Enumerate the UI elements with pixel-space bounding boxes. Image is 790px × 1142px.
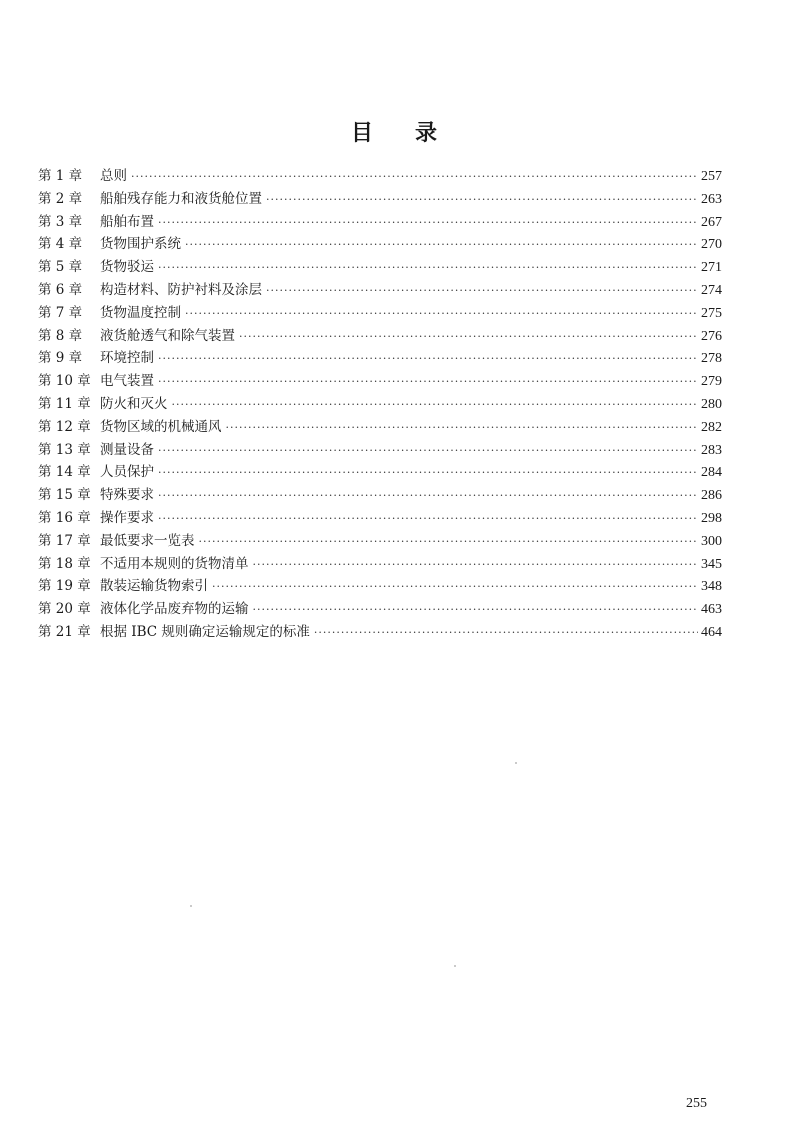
toc-entry xyxy=(38,416,722,439)
toc-chapter-title: 环境控制 xyxy=(100,350,154,367)
toc-entry xyxy=(38,233,722,256)
toc-page-number: 282 xyxy=(701,419,722,435)
toc-chapter-number: 第 16 章 xyxy=(38,509,91,526)
toc-page-number: 267 xyxy=(701,214,722,230)
toc-entry xyxy=(38,393,722,416)
toc-chapter-number: 第 11 章 xyxy=(38,395,91,412)
toc-entry xyxy=(38,211,722,234)
toc-entry xyxy=(38,461,722,484)
toc-leader-dots xyxy=(131,166,698,189)
toc-chapter-number: 第 17 章 xyxy=(38,532,91,549)
toc-chapter-number: 第 12 章 xyxy=(38,418,91,435)
toc-chapter-title: 最低要求一览表 xyxy=(100,532,195,549)
toc-chapter-number: 第 19 章 xyxy=(38,578,91,595)
title-char-1: 目 xyxy=(350,120,375,146)
toc-chapter-number: 第 10 章 xyxy=(38,373,91,390)
toc-leader-dots xyxy=(158,348,698,371)
toc-chapter-title: 构造材料、防护衬料及涂层 xyxy=(100,281,262,298)
toc-entry xyxy=(38,484,722,507)
toc-chapter-number: 第 14 章 xyxy=(38,464,91,481)
toc-leader-dots xyxy=(158,462,698,485)
toc-page-number: 286 xyxy=(701,488,722,504)
page-number: 255 xyxy=(686,1096,707,1111)
toc-leader-dots xyxy=(158,371,698,394)
toc-entry xyxy=(38,439,722,462)
toc-page-number: 274 xyxy=(701,282,722,298)
toc-chapter-title: 船舶残存能力和液货舱位置 xyxy=(100,190,262,207)
toc-page-number: 463 xyxy=(701,602,722,618)
toc-entry xyxy=(38,279,722,302)
toc-page-number: 263 xyxy=(701,191,722,207)
toc-chapter-title: 船舶布置 xyxy=(100,213,154,230)
toc-leader-dots xyxy=(199,531,699,554)
toc-chapter-title: 人员保护 xyxy=(100,464,154,481)
toc-chapter-title: 散装运输货物索引 xyxy=(100,578,208,595)
toc-entry xyxy=(38,302,722,325)
toc-chapter-number: 第 7 章 xyxy=(38,304,83,321)
toc-chapter-number: 第 6 章 xyxy=(38,281,83,298)
toc-chapter-number: 第 8 章 xyxy=(38,327,83,344)
toc-leader-dots xyxy=(314,622,698,645)
toc-page-number: 279 xyxy=(701,374,722,390)
toc-chapter-number: 第 3 章 xyxy=(38,213,83,230)
toc-chapter-title: 测量设备 xyxy=(100,441,154,458)
toc-leader-dots xyxy=(158,508,698,531)
scan-speck xyxy=(454,965,456,967)
toc-leader-dots xyxy=(172,394,699,417)
toc-page-number: 270 xyxy=(701,237,722,253)
toc-entry xyxy=(38,256,722,279)
toc-leader-dots xyxy=(185,234,698,257)
toc-page-number: 275 xyxy=(701,305,722,321)
toc-leader-dots xyxy=(226,417,699,440)
toc-leader-dots xyxy=(158,440,698,463)
toc-chapter-title: 液货舱透气和除气装置 xyxy=(100,327,235,344)
toc-chapter-title: 电气装置 xyxy=(100,373,154,390)
toc-page-number: 283 xyxy=(701,442,722,458)
toc-chapter-title: 根据 IBC 规则确定运输规定的标准 xyxy=(100,623,310,640)
toc-leader-dots xyxy=(158,212,698,235)
toc-entry xyxy=(38,621,722,644)
toc-page-number: 300 xyxy=(701,533,722,549)
toc-entry xyxy=(38,507,722,530)
toc-leader-dots xyxy=(266,280,698,303)
toc-entry xyxy=(38,530,722,553)
toc-chapter-number: 第 4 章 xyxy=(38,236,83,253)
toc-chapter-title: 货物驳运 xyxy=(100,259,154,276)
toc-page-number: 345 xyxy=(701,556,722,572)
toc-chapter-title: 货物区域的机械通风 xyxy=(100,418,222,435)
toc-page-number: 278 xyxy=(701,351,722,367)
toc-chapter-number: 第 13 章 xyxy=(38,441,91,458)
toc-chapter-number: 第 20 章 xyxy=(38,601,91,618)
page-title xyxy=(0,116,790,147)
toc-page-number: 271 xyxy=(701,260,722,276)
toc-chapter-title: 液体化学品废弃物的运输 xyxy=(100,601,249,618)
scan-speck xyxy=(190,905,192,907)
toc-chapter-number: 第 18 章 xyxy=(38,555,91,572)
toc-leader-dots xyxy=(158,485,698,508)
toc-leader-dots xyxy=(253,554,699,577)
toc-leader-dots xyxy=(158,257,698,280)
toc-chapter-title: 货物温度控制 xyxy=(100,304,181,321)
toc-chapter-number: 第 9 章 xyxy=(38,350,83,367)
toc-leader-dots xyxy=(253,599,699,622)
toc-chapter-title: 防火和灭火 xyxy=(100,395,168,412)
toc-entry xyxy=(38,370,722,393)
toc-chapter-title: 操作要求 xyxy=(100,509,154,526)
toc-leader-dots xyxy=(266,189,698,212)
toc-chapter-number: 第 21 章 xyxy=(38,623,91,640)
toc-chapter-title: 总则 xyxy=(100,168,127,184)
toc-leader-dots xyxy=(185,303,698,326)
table-of-contents xyxy=(38,165,722,644)
title-char-2: 录 xyxy=(415,120,440,146)
toc-chapter-number: 第 5 章 xyxy=(38,259,83,276)
toc-chapter-number: 第 2 章 xyxy=(38,190,83,207)
toc-page-number: 464 xyxy=(701,624,722,640)
toc-page-number: 257 xyxy=(701,169,722,184)
toc-chapter-number: 第 15 章 xyxy=(38,487,91,504)
scan-speck xyxy=(515,762,517,764)
toc-entry xyxy=(38,347,722,370)
toc-chapter-number: 第 1 章 xyxy=(38,168,83,184)
toc-entry xyxy=(38,188,722,211)
toc-entry xyxy=(38,598,722,621)
toc-page-number: 276 xyxy=(701,328,722,344)
toc-chapter-title: 货物围护系统 xyxy=(100,236,181,253)
toc-chapter-title: 不适用本规则的货物清单 xyxy=(100,555,249,572)
toc-entry xyxy=(38,165,722,188)
toc-leader-dots xyxy=(212,576,698,599)
toc-page-number: 280 xyxy=(701,396,722,412)
toc-page-number: 298 xyxy=(701,510,722,526)
toc-page-number: 284 xyxy=(701,465,722,481)
toc-page-number: 348 xyxy=(701,579,722,595)
toc-entry xyxy=(38,553,722,576)
toc-entry xyxy=(38,575,722,598)
toc-entry xyxy=(38,325,722,348)
toc-leader-dots xyxy=(239,326,698,349)
toc-chapter-title: 特殊要求 xyxy=(100,487,154,504)
